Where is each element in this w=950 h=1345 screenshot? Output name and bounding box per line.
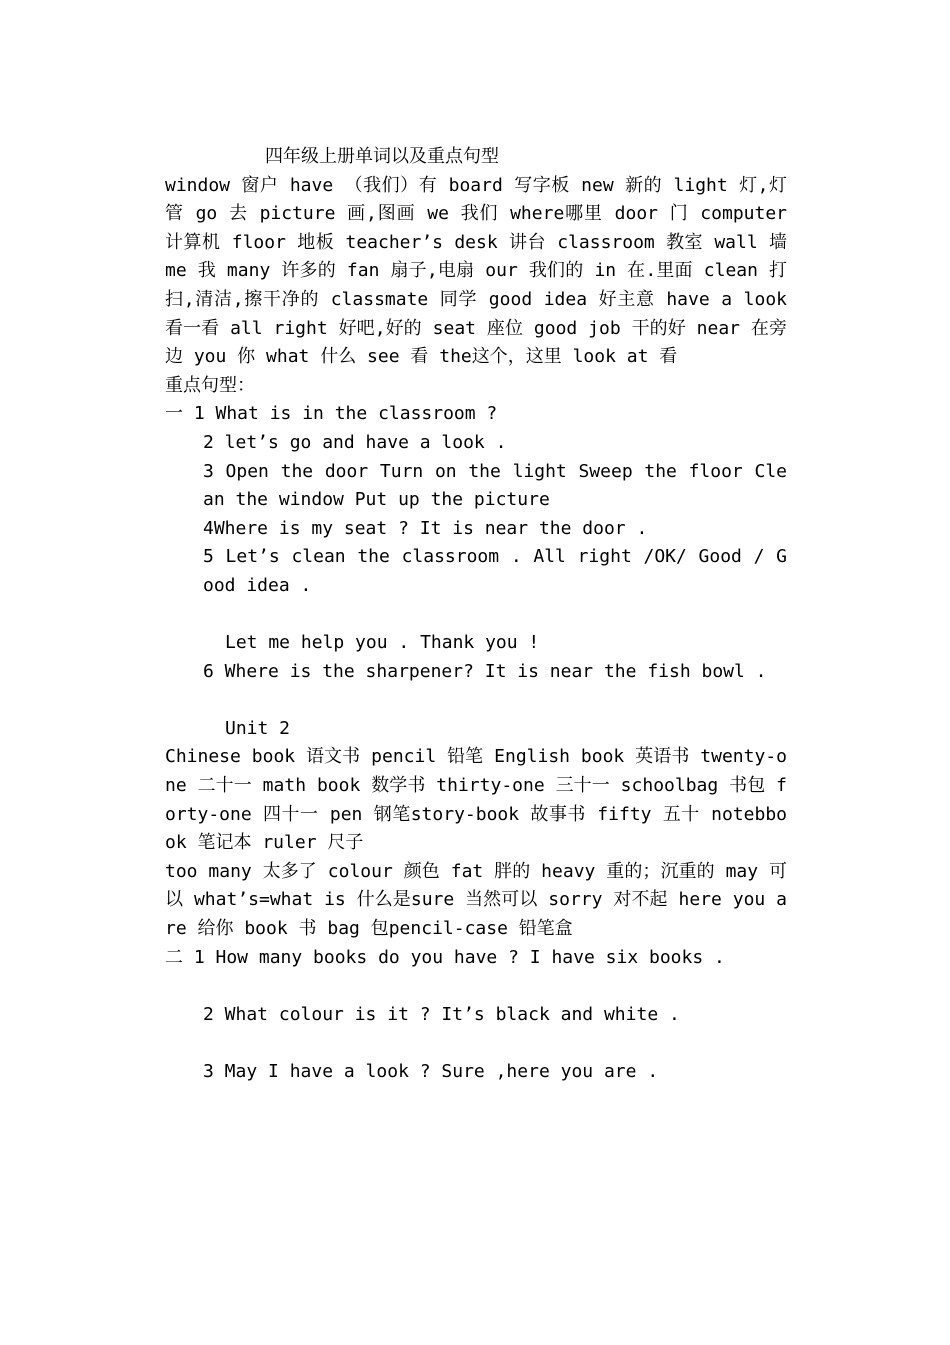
document-title: 四年级上册单词以及重点句型	[265, 146, 499, 167]
unit1-vocabulary: window 窗户 have （我们）有 board 写字板 new 新的 light 灯,灯管 go 去 picture 画,图画 we 我们 where哪里 door 门 computer 计算机 floor 地板 teacher’s desk 讲台 classroom 教室 wall 墙 me 我 many 许多的 fan 扇子,电扇 our 我们的 in 在.里面 clean 打扫,清洁,擦干净的 classmate 同学 good idea 好主意 have a look 看一看 all right 好吧,好的 seat 座位 good job 干的好 near 在旁边 you 你 what 什么 see 看 the这个，这里 look at 看	[165, 174, 787, 368]
unit2-vocabulary-2: too many 太多了 colour 颜色 fat 胖的 heavy 重的；沉重的 may 可以 what’s=what is 什么是sure 当然可以 sorry 对不起 here you are 给你 book 书 bag 包pencil-case 铅笔盒	[165, 860, 787, 940]
pattern-1-6: 6 Where is the sharpener? It is near the fish bowl .	[203, 660, 767, 682]
document-body	[165, 143, 787, 1087]
pattern-1-1: 一 1 What is in the classroom ?	[165, 403, 498, 425]
pattern-1-3: 3 Open the door Turn on the light Sweep the floor Clean the window Put up the picture	[203, 460, 787, 511]
key-patterns-label: 重点句型：	[165, 374, 255, 396]
pattern-1-2: 2 let’s go and have a look .	[203, 431, 507, 453]
pattern-2-1: 二 1 How many books do you have ? I have six books .	[165, 946, 725, 968]
blank-line	[165, 601, 787, 630]
unit2-vocabulary: Chinese book 语文书 pencil 铅笔 English book 英语书 twenty-one 二十一 math book 数学书 thirty-one 三十一 schoolbag 书包 forty-one 四十一 pen 钢笔story-book 故事书 fifty 五十 notebbook 笔记本 ruler 尺子	[165, 746, 787, 854]
pattern-1-5-extra: Let me help you . Thank you !	[225, 632, 540, 654]
blank-line	[165, 972, 787, 1001]
pattern-1-4: 4Where is my seat ? It is near the door .	[203, 517, 648, 539]
blank-line	[165, 1029, 787, 1058]
pattern-2-3: 3 May I have a look ? Sure ,here you are .	[203, 1061, 659, 1082]
unit2-heading: Unit 2	[225, 717, 291, 739]
pattern-1-5: 5 Let’s clean the classroom . All right /OK/ Good / Good idea .	[203, 546, 787, 596]
blank-line	[165, 686, 787, 715]
pattern-2-2: 2 What colour is it ? It’s black and white .	[203, 1003, 680, 1025]
